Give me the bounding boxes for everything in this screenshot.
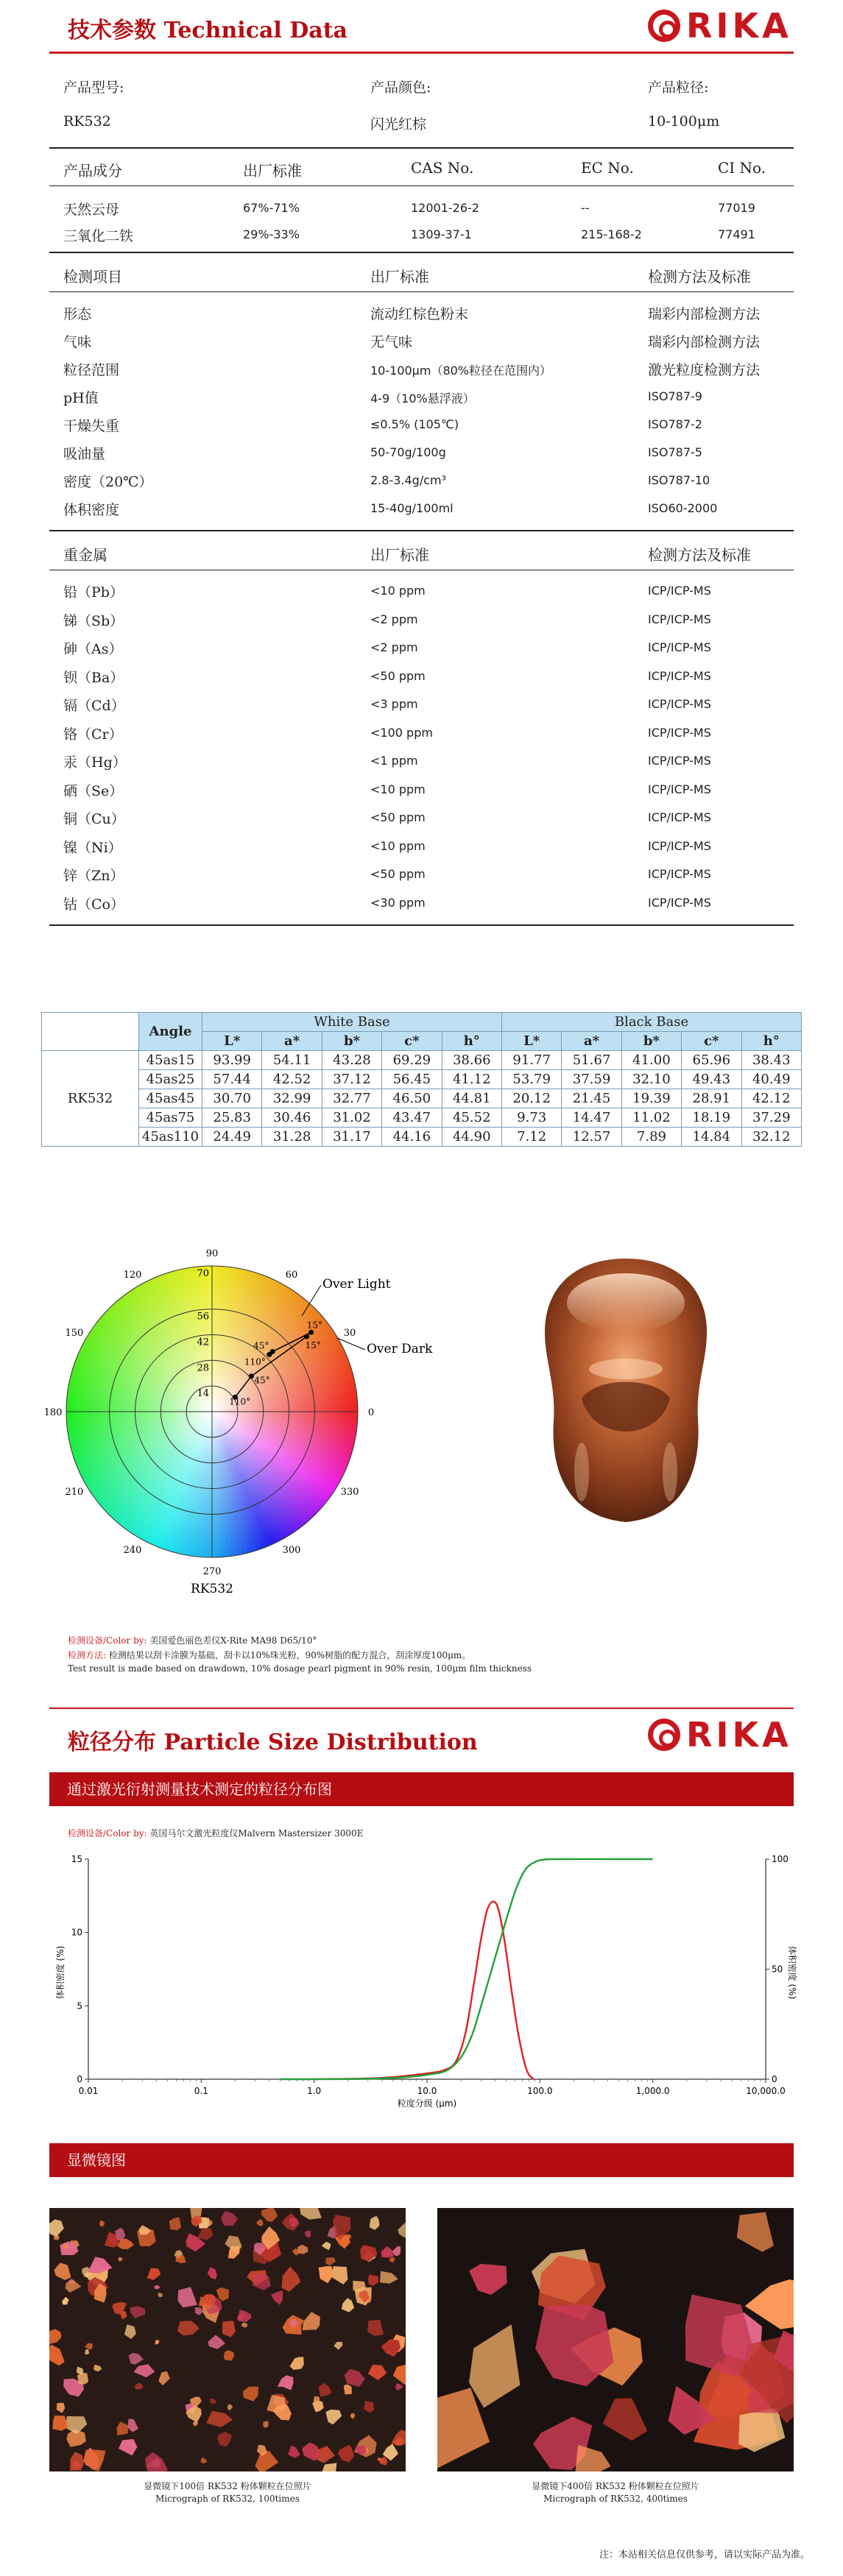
caption-en: Micrograph of RK532, 400times <box>543 2494 688 2504</box>
radius-tick-label: 70 <box>197 1268 209 1279</box>
product-size-value: 10-100μm <box>648 113 720 130</box>
divider <box>49 924 794 926</box>
psd-rule <box>49 1708 794 1709</box>
table-row <box>42 1070 802 1089</box>
point-angle-label: 110° <box>229 1396 251 1407</box>
table-cell: 15-40g/100ml <box>370 501 454 515</box>
angle-tick-label: 90 <box>205 1248 219 1259</box>
microscope-banner: 显微镜图 <box>49 2143 794 2177</box>
micrograph-400x-caption <box>437 2480 794 2505</box>
y-tick-label: 15 <box>71 1854 82 1864</box>
black-value-cell: 7.89 <box>621 1128 681 1147</box>
black-value-cell: 18.19 <box>682 1108 741 1128</box>
x-tick-label: 1,000.0 <box>635 2086 670 2096</box>
table-cell: ICP/ICP-MS <box>648 867 711 881</box>
black-value-cell: 38.43 <box>741 1051 801 1070</box>
table-cell: 67%-71% <box>243 201 300 215</box>
volume-density-curve <box>314 1902 534 2079</box>
black-base-point <box>304 1334 309 1339</box>
table-cell: 29%-33% <box>243 227 300 241</box>
composition-ci-header: CI No. <box>718 159 766 177</box>
caption-cn: 显微镜下400倍 RK532 粉体颗粒在位照片 <box>532 2481 699 2491</box>
black-value-cell: 14.84 <box>682 1128 741 1147</box>
white-value-cell: 25.83 <box>202 1108 262 1128</box>
white-base-point <box>308 1330 314 1335</box>
y-axis-label-left: 体积密度 (%) <box>55 1945 66 2000</box>
white-value-cell: 46.50 <box>382 1089 442 1108</box>
tests-std-header: 出厂标准 <box>370 268 429 286</box>
black-value-cell: 49.43 <box>682 1070 741 1089</box>
table-cell: 铜（Cu） <box>63 811 125 827</box>
divider <box>49 530 794 531</box>
table-cell: <2 ppm <box>370 612 418 626</box>
tests-method-header: 检测方法及标准 <box>648 268 751 286</box>
table-cell: ICP/ICP-MS <box>648 584 711 598</box>
white-value-cell: 44.81 <box>442 1089 501 1108</box>
x-tick-label: 10,000.0 <box>746 2086 786 2096</box>
table-cell: <30 ppm <box>370 895 426 910</box>
table-cell: 干燥失重 <box>63 418 120 434</box>
white-value-cell: 31.17 <box>322 1128 381 1147</box>
angle-tick-label: 330 <box>340 1487 359 1498</box>
y2-tick-label: 0 <box>772 2074 777 2084</box>
x-axis-label: 粒度分级 (μm) <box>397 2098 457 2109</box>
black-value-cell: 32.12 <box>741 1128 801 1147</box>
table-cell: <2 ppm <box>370 640 418 654</box>
x-tick-label: 10.0 <box>417 2086 437 2096</box>
white-base-header: White Base <box>202 1013 502 1032</box>
white-value-cell: 44.90 <box>442 1128 501 1147</box>
x-tick-label: 1.0 <box>307 2086 322 2096</box>
table-cell: 4-9（10%悬浮液） <box>370 392 475 406</box>
black-base-header: Black Base <box>501 1013 801 1032</box>
divider <box>49 291 794 292</box>
color-device-note <box>68 1634 317 1646</box>
black-value-cell: 19.39 <box>621 1089 681 1108</box>
white-value-cell: 54.11 <box>262 1051 322 1070</box>
white-value-cell: 31.28 <box>262 1128 322 1147</box>
white-value-cell: 30.46 <box>262 1108 322 1128</box>
table-cell: ICP/ICP-MS <box>648 668 711 683</box>
black-value-cell: 37.59 <box>562 1070 621 1089</box>
table-row <box>42 1108 802 1128</box>
black-value-cell: 28.91 <box>682 1089 741 1108</box>
caption-cn: 显微镜下100倍 RK532 粉体颗粒在位照片 <box>144 2481 311 2491</box>
angle-tick-label: 120 <box>123 1269 142 1281</box>
color-device-label: 检测设备/Color by: <box>68 1635 147 1646</box>
black-value-cell: 32.10 <box>621 1070 681 1089</box>
point-angle-label: 110° <box>244 1356 266 1367</box>
table-cell: <10 ppm <box>370 584 426 598</box>
product-cell: RK532 <box>42 1051 139 1147</box>
angle-cell: 45as75 <box>139 1108 202 1128</box>
pigment-flake <box>77 2373 88 2385</box>
method-label: 检测方法: <box>68 1650 107 1660</box>
white-value-cell: 57.44 <box>202 1070 262 1089</box>
table-row <box>42 1051 802 1070</box>
table-row <box>42 1128 802 1147</box>
table-cell: 气味 <box>63 334 92 350</box>
radius-tick-label: 28 <box>197 1362 209 1374</box>
angle-tick-label: 210 <box>65 1487 84 1498</box>
composition-std-header: 出厂标准 <box>243 162 302 180</box>
method-text: 检测结果以刮卡涂膜为基础，刮卡以10%珠光粉，90%树脂的配方混合，刮涂厚度100μm。 <box>106 1650 471 1660</box>
color-device-text: 美国爱色丽色差仪X-Rite MA98 D65/10° <box>147 1635 317 1646</box>
table-cell: ISO787-10 <box>648 473 710 487</box>
header-rule <box>49 52 794 54</box>
black-value-cell: 40.49 <box>741 1070 801 1089</box>
table-cell: ISO60-2000 <box>648 501 718 515</box>
tests-header: 检测项目 <box>63 268 122 286</box>
method-english-note: Test result is made based on drawdown, 10% dosage pearl pigment in 90% resin, 100μm film thickness <box>68 1663 532 1674</box>
column-header: h° <box>741 1032 801 1051</box>
angle-header: Angle <box>139 1013 202 1051</box>
table-cell: ICP/ICP-MS <box>648 754 711 768</box>
psd-banner: 通过激光衍射测量技术测定的粒径分布图 <box>49 1772 794 1806</box>
white-value-cell: 32.99 <box>262 1089 322 1108</box>
table-cell: <50 ppm <box>370 867 426 881</box>
polar-caption: RK532 <box>191 1582 233 1596</box>
column-header: L* <box>202 1032 262 1051</box>
black-value-cell: 20.12 <box>501 1089 561 1108</box>
table-cell: 瑞彩内部检测方法 <box>648 306 761 322</box>
table-cell: 形态 <box>63 306 92 322</box>
black-value-cell: 41.00 <box>621 1051 681 1070</box>
rika-logo <box>648 6 792 46</box>
angle-tick-label: 60 <box>285 1269 298 1281</box>
table-cell: 215-168-2 <box>581 227 642 241</box>
angle-cell: 45as45 <box>139 1089 202 1108</box>
angle-tick-label: 0 <box>367 1407 375 1418</box>
table-cell: 汞（Hg） <box>63 754 127 771</box>
black-value-cell: 42.12 <box>741 1089 801 1108</box>
rika-logo-icon <box>648 1719 680 1751</box>
black-value-cell: 7.12 <box>501 1128 561 1147</box>
column-header: b* <box>322 1032 381 1051</box>
table-cell: ICP/ICP-MS <box>648 810 711 824</box>
table-cell: 钴（Co） <box>63 896 124 913</box>
rika-logo-text: RIKA <box>686 6 792 46</box>
table-cell: 三氧化二铁 <box>63 228 134 244</box>
micrograph-100x <box>49 2208 406 2471</box>
table-cell: 77491 <box>718 227 755 241</box>
table-cell: ISO787-5 <box>648 445 702 459</box>
page-title: 技术参数 Technical Data <box>68 18 348 43</box>
polar-color-diagram <box>29 1244 501 1612</box>
table-cell: pH值 <box>63 390 99 406</box>
caption-en: Micrograph of RK532, 100times <box>155 2494 300 2504</box>
table-cell: ISO787-9 <box>648 389 702 403</box>
y2-tick-label: 100 <box>772 1854 789 1864</box>
psd-device-text: 英国马尔文激光粒度仪Malvern Mastersizer 3000E <box>147 1828 364 1839</box>
over-dark-label: Over Dark <box>367 1342 433 1356</box>
angle-tick-label: 300 <box>282 1545 301 1557</box>
x-tick-label: 100.0 <box>527 2086 553 2096</box>
rika-logo-icon <box>648 10 680 42</box>
product-color-label: 产品颜色: <box>370 79 431 96</box>
table-cell: 铬（Cr） <box>63 726 123 743</box>
table-cell: 镉（Cd） <box>63 698 125 714</box>
table-cell: 10-100μm（80%粒径在范围内） <box>370 364 552 378</box>
composition-ec-header: EC No. <box>581 159 634 177</box>
table-cell: <1 ppm <box>370 754 418 768</box>
black-value-cell: 9.73 <box>501 1108 561 1128</box>
table-cell: ICP/ICP-MS <box>648 895 711 910</box>
table-corner <box>42 1013 139 1051</box>
black-value-cell: 12.57 <box>562 1128 621 1147</box>
black-value-cell: 14.47 <box>562 1108 621 1128</box>
composition-cas-header: CAS No. <box>411 159 474 177</box>
column-header: L* <box>501 1032 561 1051</box>
x-tick-label: 0.01 <box>78 2086 99 2096</box>
point-angle-label: 45° <box>254 1375 270 1386</box>
table-cell: 硒（Se） <box>63 782 124 799</box>
white-value-cell: 44.16 <box>382 1128 442 1147</box>
angle-cell: 45as15 <box>139 1051 202 1070</box>
table-cell: 锑（Sb） <box>63 612 124 629</box>
angle-tick-label: 150 <box>65 1328 84 1339</box>
white-value-cell: 43.28 <box>322 1051 381 1070</box>
product-model-label: 产品型号: <box>63 79 124 96</box>
black-value-cell: 91.77 <box>501 1051 561 1070</box>
table-cell: <50 ppm <box>370 668 426 683</box>
table-cell: 钡（Ba） <box>63 669 124 686</box>
angle-cell: 45as25 <box>139 1070 202 1089</box>
product-color-value: 闪光红棕 <box>370 116 427 132</box>
micrograph-400x <box>437 2208 794 2471</box>
table-cell: 无气味 <box>370 334 413 350</box>
table-cell: <10 ppm <box>370 782 426 796</box>
method-note <box>68 1649 470 1661</box>
table-cell: ≤0.5% (105℃) <box>370 417 459 431</box>
column-header: h° <box>442 1032 501 1051</box>
white-value-cell: 38.66 <box>442 1051 501 1070</box>
psd-title: 粒径分布 Particle Size Distribution <box>68 1730 478 1755</box>
table-cell: ICP/ICP-MS <box>648 640 711 654</box>
table-cell: 密度（20℃） <box>63 474 153 490</box>
table-cell: 2.8-3.4g/cm³ <box>370 473 447 487</box>
table-cell: 流动红棕色粉末 <box>370 306 469 322</box>
particle-size-chart <box>44 1847 803 2112</box>
white-value-cell: 37.12 <box>322 1070 381 1089</box>
y-tick-label: 0 <box>77 2074 82 2084</box>
table-cell: 77019 <box>718 201 755 215</box>
table-cell: ISO787-2 <box>648 417 702 431</box>
angle-tick-label: 180 <box>43 1407 63 1418</box>
white-value-cell: 31.02 <box>322 1108 381 1128</box>
table-cell: 砷（As） <box>63 641 123 657</box>
black-base-point <box>249 1373 254 1379</box>
black-value-cell: 53.79 <box>501 1070 561 1089</box>
divider <box>49 185 794 186</box>
table-cell: 激光粒度检测方法 <box>648 362 761 378</box>
table-cell: 粒径范围 <box>63 362 120 378</box>
table-cell: <100 ppm <box>370 725 433 740</box>
column-header: a* <box>262 1032 322 1051</box>
table-cell: ICP/ICP-MS <box>648 697 711 711</box>
table-cell: ICP/ICP-MS <box>648 782 711 796</box>
table-cell: 天然云母 <box>63 202 120 218</box>
angle-tick-label: 240 <box>123 1545 142 1557</box>
y-tick-label: 10 <box>71 1927 82 1938</box>
angle-tick-label: 30 <box>343 1328 356 1339</box>
color-data-table <box>41 1012 802 1147</box>
y-tick-label: 5 <box>77 2000 82 2011</box>
point-angle-label: 15° <box>305 1340 321 1351</box>
white-value-cell: 41.12 <box>442 1070 501 1089</box>
table-cell: 12001-26-2 <box>411 201 479 215</box>
rika-logo-text: RIKA <box>686 1715 792 1755</box>
radius-tick-label: 14 <box>197 1388 209 1400</box>
table-cell: -- <box>581 201 590 215</box>
column-header: b* <box>621 1032 681 1051</box>
table-cell: 吸油量 <box>63 446 106 462</box>
rika-logo-2 <box>648 1715 792 1755</box>
metals-method-header: 检测方法及标准 <box>648 546 751 564</box>
footer-note: 注：本站相关信息仅供参考，请以实际产品为准。 <box>599 2550 810 2561</box>
white-value-cell: 42.52 <box>262 1070 322 1089</box>
angle-tick-label: 270 <box>202 1566 222 1577</box>
point-angle-label: 45° <box>253 1340 269 1351</box>
y2-tick-label: 50 <box>772 1964 783 1975</box>
radius-tick-label: 42 <box>197 1337 209 1348</box>
psd-device-label: 检测设备/Color by: <box>68 1828 147 1839</box>
table-row <box>42 1089 802 1108</box>
column-header: a* <box>562 1032 621 1051</box>
divider <box>49 147 794 149</box>
white-value-cell: 30.70 <box>202 1089 262 1108</box>
table-cell: 锌（Zn） <box>63 868 124 884</box>
white-value-cell: 32.77 <box>322 1089 381 1108</box>
y-axis-label-right: 体积密度 (%) <box>787 1945 797 2000</box>
point-angle-label: 15° <box>306 1320 322 1331</box>
table-cell: 镍（Ni） <box>63 839 122 856</box>
white-base-point <box>267 1352 272 1357</box>
table-cell: 1309-37-1 <box>411 227 472 241</box>
table-cell: ICP/ICP-MS <box>648 725 711 740</box>
table-cell: 体积密度 <box>63 502 120 518</box>
product-model-value: RK532 <box>63 113 111 130</box>
over-light-label: Over Light <box>322 1277 391 1292</box>
white-value-cell: 24.49 <box>202 1128 262 1147</box>
black-value-cell: 21.45 <box>562 1089 621 1108</box>
white-value-cell: 43.47 <box>382 1108 442 1128</box>
black-value-cell: 37.29 <box>741 1108 801 1128</box>
cumulative-curve <box>281 1859 653 2079</box>
composition-header: 产品成分 <box>63 162 122 180</box>
paint-sample-image <box>530 1251 722 1531</box>
white-value-cell: 56.45 <box>382 1070 442 1089</box>
white-value-cell: 93.99 <box>202 1051 262 1070</box>
table-cell: 铅（Pb） <box>63 584 124 601</box>
column-header: c* <box>382 1032 442 1051</box>
product-size-label: 产品粒径: <box>648 79 709 96</box>
metals-header: 重金属 <box>63 546 107 564</box>
table-cell: <10 ppm <box>370 838 426 853</box>
radius-tick-label: 56 <box>197 1311 209 1323</box>
column-header: c* <box>682 1032 741 1051</box>
table-cell: 瑞彩内部检测方法 <box>648 334 761 350</box>
table-cell: <3 ppm <box>370 697 418 711</box>
angle-cell: 45as110 <box>139 1128 202 1147</box>
divider <box>49 252 794 253</box>
table-cell: ICP/ICP-MS <box>648 612 711 626</box>
table-cell: 50-70g/100g <box>370 445 446 459</box>
psd-device-note <box>68 1827 363 1839</box>
x-tick-label: 0.1 <box>194 2086 208 2096</box>
metals-std-header: 出厂标准 <box>370 546 429 564</box>
black-value-cell: 65.96 <box>682 1051 741 1070</box>
micrograph-100x-caption <box>49 2480 406 2505</box>
black-value-cell: 51.67 <box>562 1051 621 1070</box>
white-value-cell: 69.29 <box>382 1051 442 1070</box>
black-value-cell: 11.02 <box>621 1108 681 1128</box>
table-cell: <50 ppm <box>370 810 426 824</box>
table-cell: ICP/ICP-MS <box>648 838 711 853</box>
white-value-cell: 45.52 <box>442 1108 501 1128</box>
